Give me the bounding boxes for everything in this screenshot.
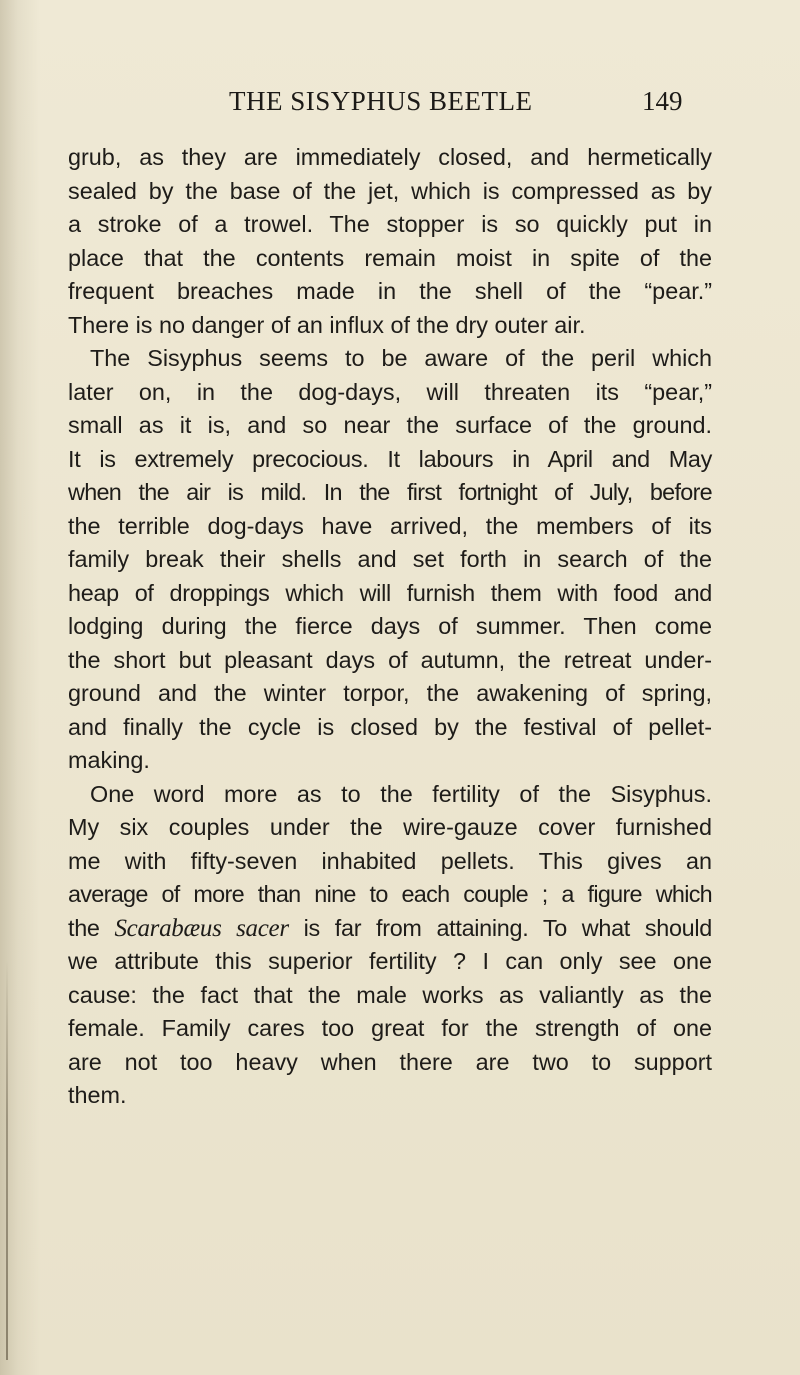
text-line: the terrible dog-days have arrived, the members of its [68, 512, 712, 539]
text-line: later on, in the dog-days, will threaten its “pear,” [68, 378, 712, 405]
text-line: lodging during the fierce days of summer. Then come [68, 613, 712, 639]
running-head [0, 86, 800, 126]
text-line: and finally the cycle is closed by the festival of pellet- [68, 713, 712, 740]
text-line: we attribute this superior fertility ? I can only see one [68, 948, 712, 974]
text-line: sealed by the base of the jet, which is compressed as by [68, 177, 712, 204]
text-line: them. [68, 1082, 127, 1108]
running-title: THE SISYPHUS BEETLE [229, 86, 533, 116]
text-line: the short but pleasant days of autumn, the retreat under- [68, 646, 712, 673]
text-line: ground and the winter torpor, the awakening of spring, [68, 680, 712, 706]
text-line: small as it is, and so near the surface of the ground. [68, 412, 712, 438]
text-line: when the air is mild. In the first fortnight of July, before [68, 479, 712, 505]
text-line: One word more as to the fertility of the Sisyphus. [90, 780, 712, 807]
text-line: There is no danger of an influx of the dry outer air. [68, 311, 586, 338]
body-text [68, 141, 712, 1113]
text-line: average of more than nine to each couple ; a figure which [68, 881, 712, 907]
page-number: 149 [642, 86, 683, 116]
text-fragment: is far from attaining. To what should [288, 914, 712, 941]
text-line: grub, as they are immediately closed, and hermetically [68, 144, 712, 170]
text-line: frequent breaches made in the shell of the “pear.” [68, 278, 712, 304]
text-line: a stroke of a trowel. The stopper is so quickly put in [68, 211, 712, 237]
text-line: female. Family cares too great for the strength of one [68, 1015, 712, 1041]
text-line: heap of droppings which will furnish them with food and [68, 579, 712, 606]
text-line: place that the contents remain moist in spite of the [68, 244, 712, 271]
text-line: The Sisyphus seems to be aware of the peril which [90, 345, 712, 371]
text-line: me with fifty-seven inhabited pellets. This gives an [68, 847, 712, 874]
text-line: are not too heavy when there are two to support [68, 1048, 712, 1075]
binding-shadow [6, 960, 8, 1360]
species-name: Scarabæus sacer [114, 914, 289, 942]
text-fragment: the [68, 914, 115, 941]
text-line: It is extremely precocious. It labours in April and May [68, 445, 712, 472]
text-line-with-italic [68, 912, 712, 946]
text-line: cause: the fact that the male works as valiantly as the [68, 981, 712, 1008]
text-line: family break their shells and set forth in search of the [68, 546, 712, 572]
text-line: My six couples under the wire-gauze cover furnished [68, 814, 712, 840]
text-line: making. [68, 747, 150, 773]
